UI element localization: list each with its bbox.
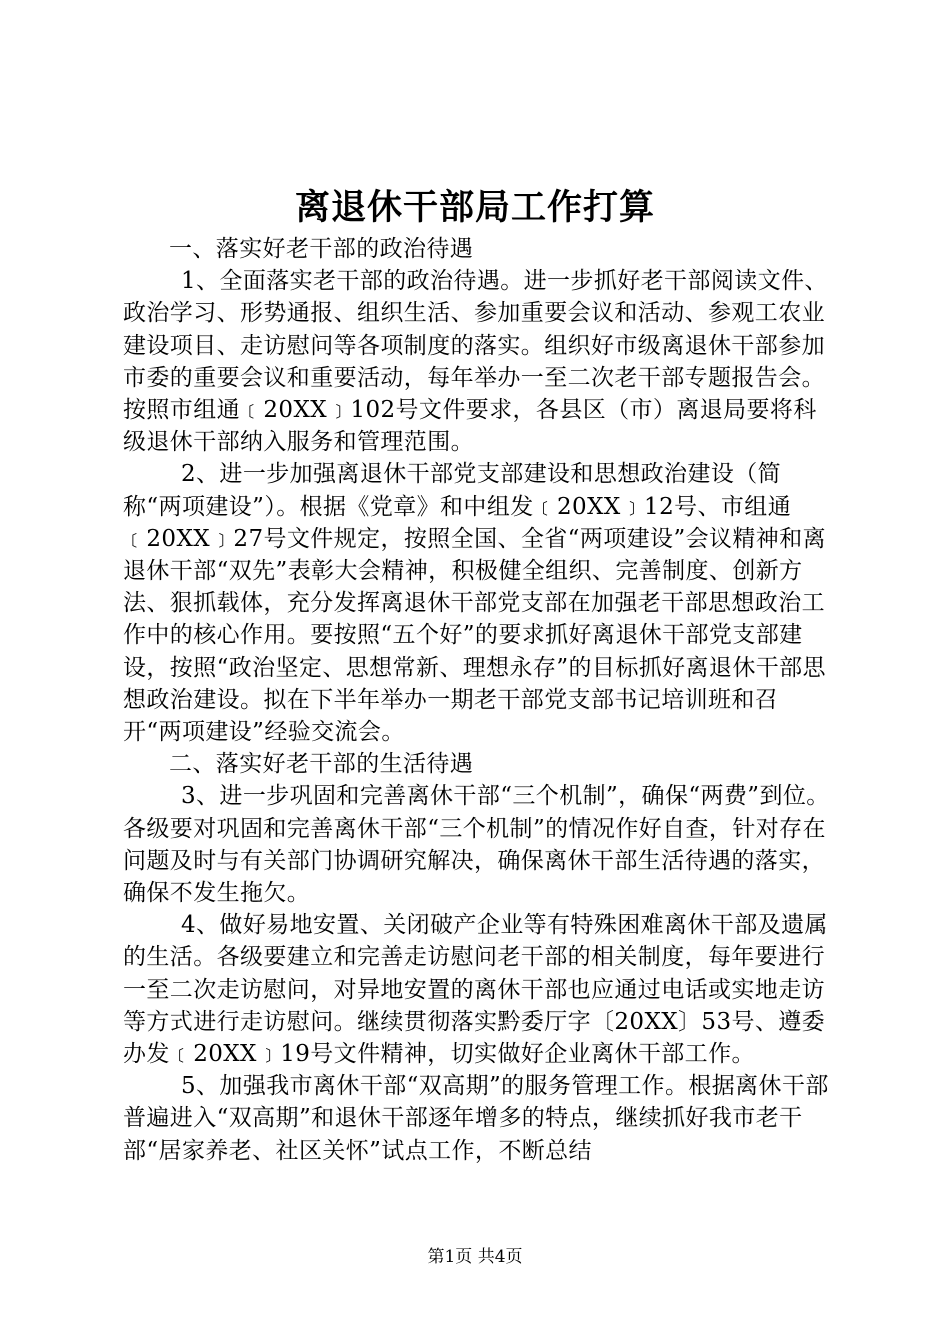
paragraph-item-1: 1、全面落实老干部的政治待遇。进一步抓好老干部阅读文件、政治学习、形势通报、组织生活、参加重要会议和活动、参观工农业建设项目、走访慰问等各项制度的落实。组织好市级离退休干部参加市委的重要会议和重要活动，每年举办一至二次老干部专题报告会。按照市组通﹝20XX﹞102号文件要求，各县区（市）离退局要将科级退休干部纳入服务和管理范围。: [123, 268, 828, 456]
paragraph-item-5: 5、加强我市离休干部“双高期”的服务管理工作。根据离休干部普遍进入“双高期”和退休干部逐年增多的特点，继续抓好我市老干部“居家养老、社区关怀”试点工作，不断总结: [123, 1073, 829, 1164]
section-heading-living: 二、落实好老干部的生活待遇: [169, 751, 474, 778]
paragraph-item-2: 2、进一步加强离退休干部党支部建设和思想政治建设（简称“两项建设”）。根据《党章》和中组发﹝20XX﹞12号、市组通﹝20XX﹞27号文件规定，按照全国、全省“两项建设”会议精神和离退休干部“双先”表彰大会精神，积极健全组织、完善制度、创新方法、狠抓载体，充分发挥离退休干部党支部在加强老干部思想政治工作中的核心作用。要按照“五个好”的要求抓好离退休干部党支部建设，按照“政治坚定、思想常新、理想永存”的目标抓好离退休干部思想政治建设。拟在下半年举办一期老干部党支部书记培训班和召开“两项建设”经验交流会。: [123, 461, 826, 746]
section-heading-political: 一、落实好老干部的政治待遇: [169, 236, 474, 262]
document-title: 离退休干部局工作打算: [294, 187, 655, 228]
document-body: [123, 233, 835, 1167]
paragraph-item-4: 4、做好易地安置、关闭破产企业等有特殊困难离休干部及遗属的生活。各级要建立和完善走访慰问老干部的相关制度，每年要进行一至二次走访慰问，对异地安置的离休干部也应通过电话或实地走访等方式进行走访慰问。继续贯彻落实黔委厅字〔20XX〕53号、遵委办发﹝20XX﹞19号文件精神，切实做好企业离休干部工作。: [123, 912, 828, 1068]
page-number-footer: 第1页 共4页: [427, 1247, 523, 1267]
paragraph-item-3: 3、进一步巩固和完善离休干部“三个机制”，确保“两费”到位。各级要对巩固和完善离休干部“三个机制”的情况作好自查，针对存在问题及时与有关部门协调研究解决，确保离休干部生活待遇的落实，确保不发生拖欠。: [123, 783, 830, 907]
